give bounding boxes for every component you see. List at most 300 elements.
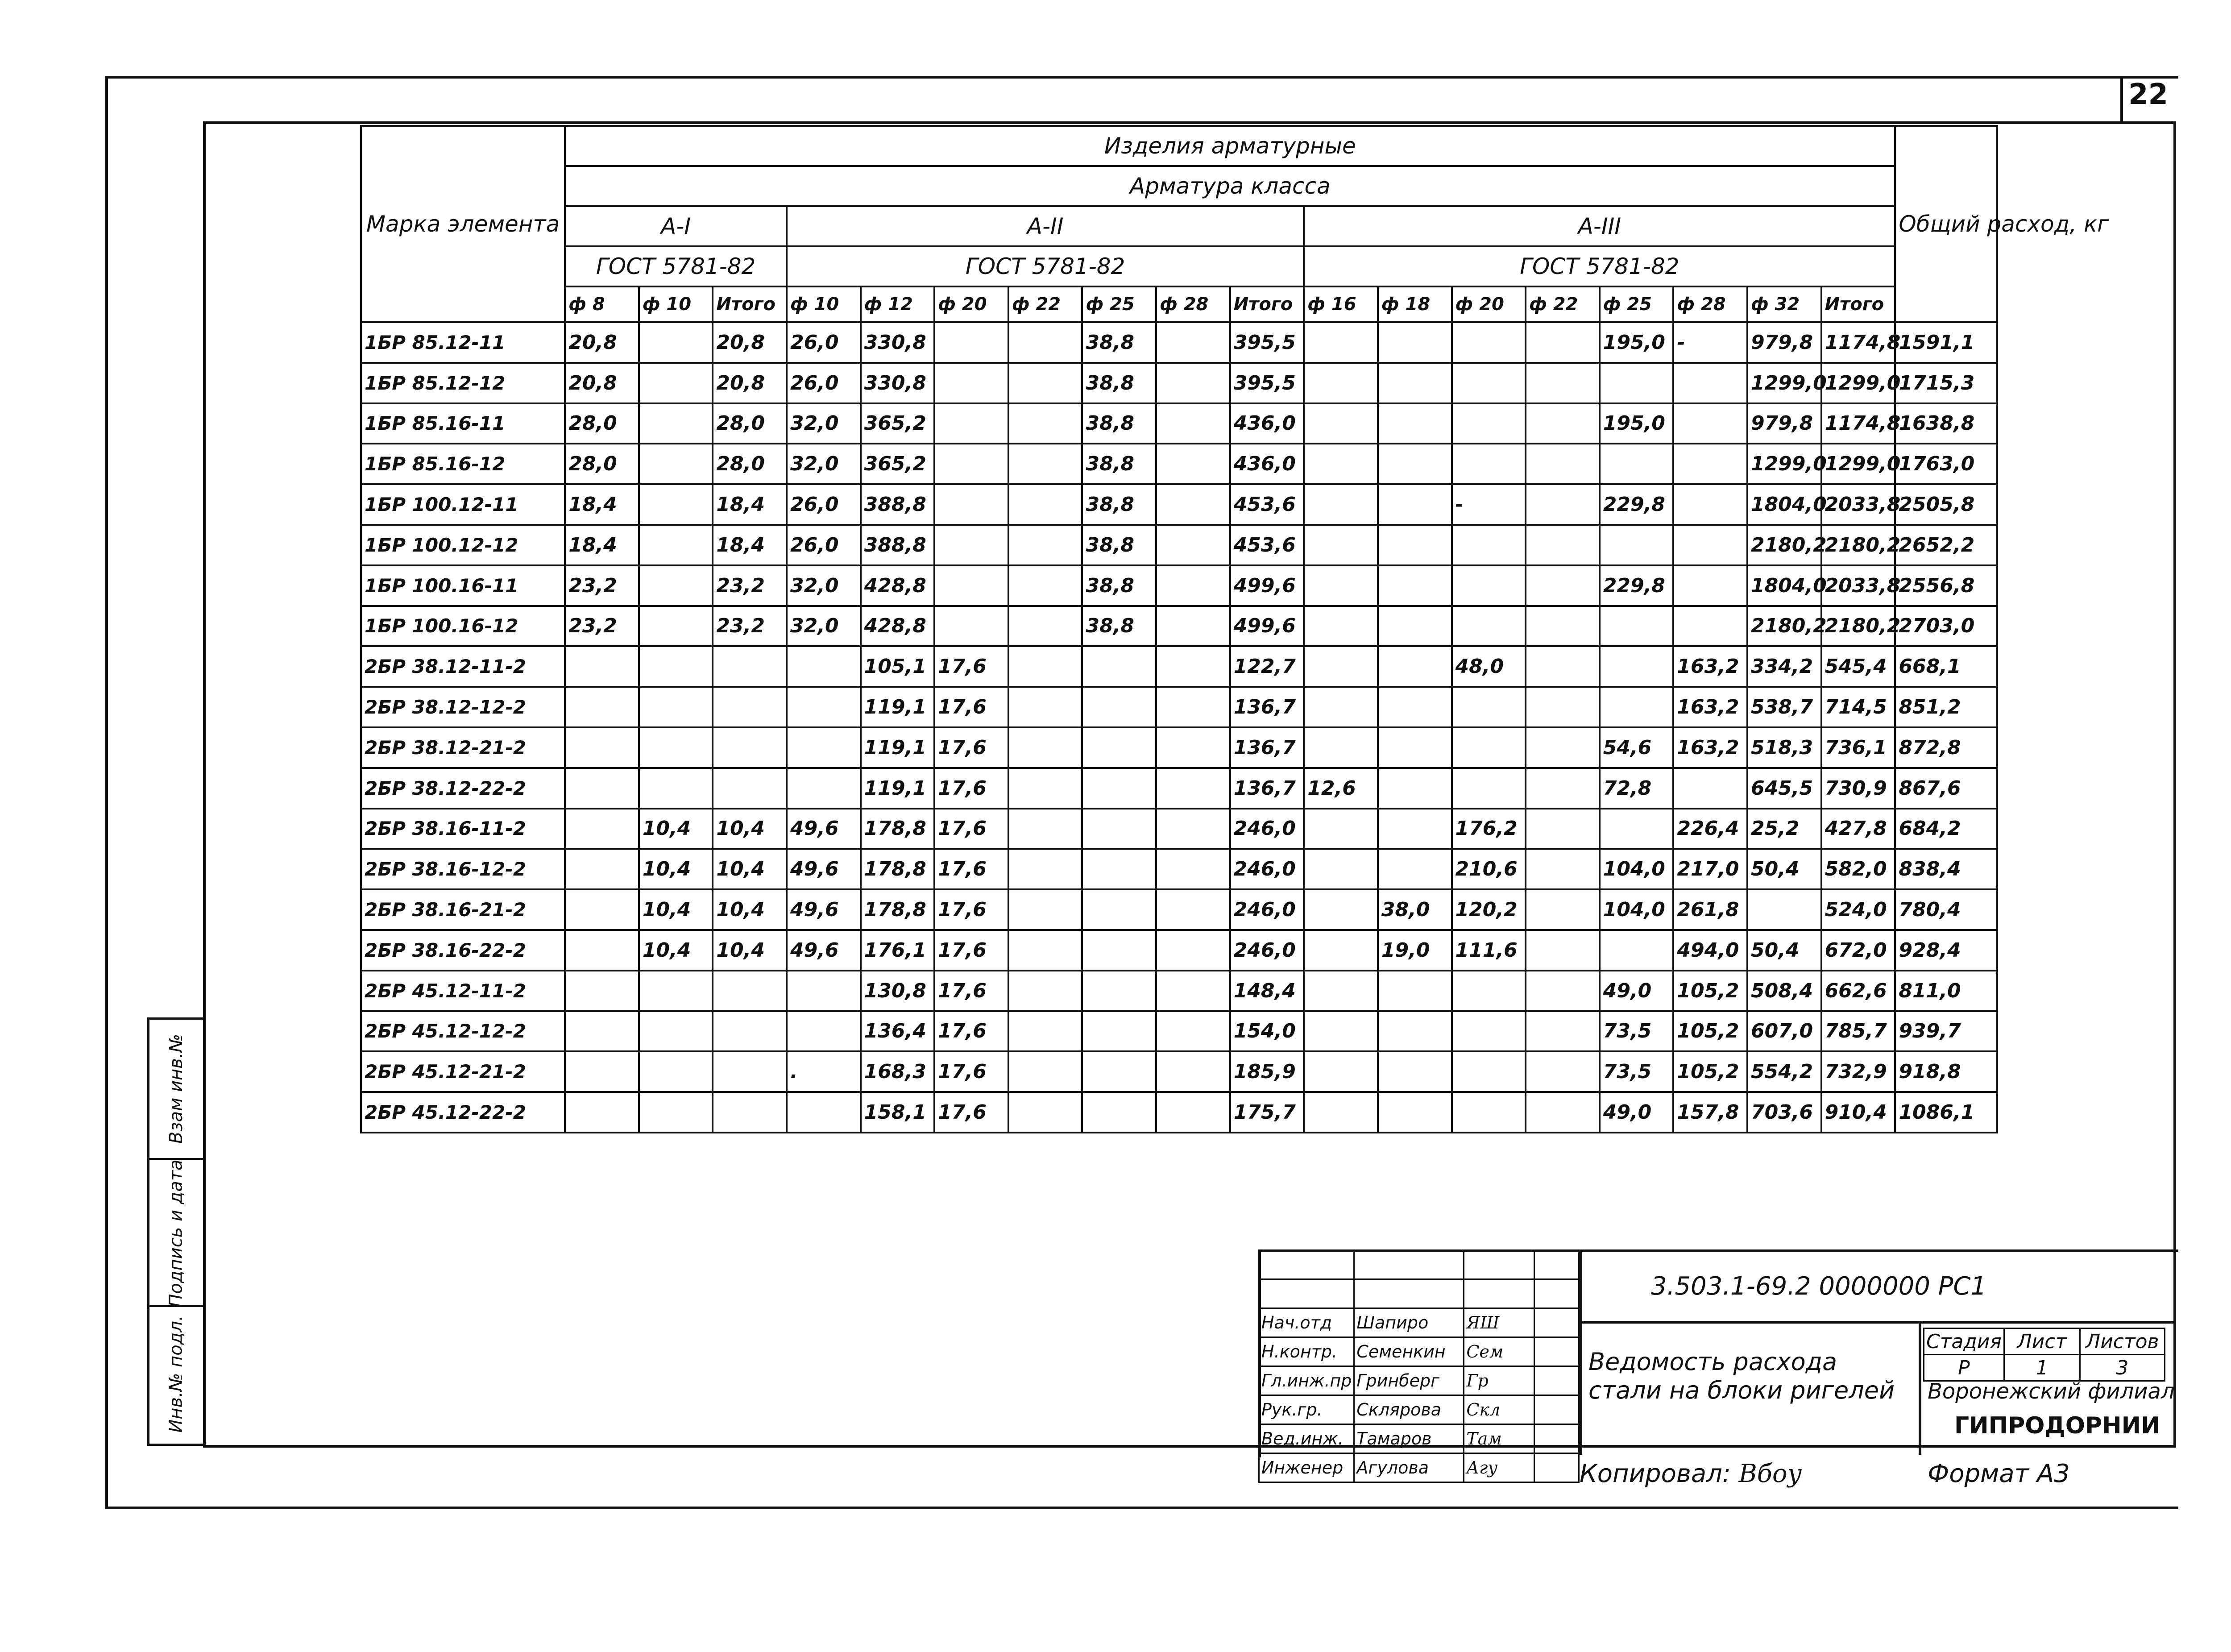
table-cell: 17,6 (934, 930, 1008, 971)
table-cell: 10,4 (713, 809, 787, 849)
table-cell (1452, 1051, 1526, 1092)
table-cell: 785,7 (1821, 1011, 1895, 1052)
table-cell (565, 809, 639, 849)
table-cell: 1299,0 (1747, 363, 1821, 403)
total-cell: 684,2 (1895, 809, 1997, 849)
table-cell: 50,4 (1747, 930, 1821, 971)
table-cell: 17,6 (934, 889, 1008, 930)
table-cell (1452, 525, 1526, 565)
table-cell: 17,6 (934, 768, 1008, 809)
table-cell: 499,6 (1230, 606, 1304, 647)
class-a2-header: А-II (787, 206, 1304, 246)
table-row (361, 687, 1997, 727)
table-cell (1156, 1011, 1230, 1052)
table-cell: 38,8 (1082, 403, 1156, 444)
table-cell (1378, 646, 1452, 687)
table-cell (934, 525, 1008, 565)
signatory-role: Гл.инж.пр (1259, 1366, 1354, 1395)
title-block-vline (1919, 1321, 1921, 1455)
table-cell (639, 646, 713, 687)
table-cell (1600, 646, 1674, 687)
table-cell (1600, 687, 1674, 727)
element-mark: 2БР 38.12-21-2 (361, 727, 565, 768)
table-cell: 163,2 (1673, 727, 1747, 768)
table-cell (1082, 1051, 1156, 1092)
table-cell (1378, 849, 1452, 889)
table-cell: 26,0 (787, 322, 861, 363)
table-cell: 105,1 (861, 646, 935, 687)
signature-blank-cell (1354, 1279, 1464, 1308)
signatory-date (1534, 1424, 1579, 1453)
table-cell: 2180,2 (1747, 606, 1821, 647)
table-cell (1008, 646, 1082, 687)
total-cell: 939,7 (1895, 1011, 1997, 1052)
table-cell (1156, 444, 1230, 484)
table-cell (1304, 525, 1378, 565)
table-cell: 19,0 (1378, 930, 1452, 971)
table-cell: 38,8 (1082, 606, 1156, 647)
element-mark: 1БР 85.16-12 (361, 444, 565, 484)
table-cell: 388,8 (861, 484, 935, 525)
table-row (361, 606, 1997, 647)
table-row (361, 1011, 1997, 1052)
table-cell (1304, 646, 1378, 687)
table-cell (1452, 687, 1526, 727)
table-cell: 17,6 (934, 646, 1008, 687)
table-cell: 20,8 (565, 322, 639, 363)
table-cell: 49,6 (787, 849, 861, 889)
table-cell: 365,2 (861, 444, 935, 484)
table-cell: 18,4 (713, 484, 787, 525)
format-label: Формат А3 (1928, 1459, 2070, 1488)
table-cell (1304, 484, 1378, 525)
table-cell: 195,0 (1600, 322, 1674, 363)
table-cell (713, 1092, 787, 1133)
diameter-header: Итого (1821, 286, 1895, 322)
element-mark: 2БР 38.12-11-2 (361, 646, 565, 687)
table-row (361, 1092, 1997, 1133)
table-cell: 17,6 (934, 1051, 1008, 1092)
element-mark: 2БР 45.12-21-2 (361, 1051, 565, 1092)
table-row (361, 322, 1997, 363)
table-cell: 1174,8 (1821, 403, 1895, 444)
signature-grid (1258, 1249, 1580, 1483)
table-cell (1008, 363, 1082, 403)
table-cell (1526, 727, 1600, 768)
signatory-date (1534, 1453, 1579, 1482)
table-cell (1008, 768, 1082, 809)
element-mark: 2БР 38.16-12-2 (361, 849, 565, 889)
table-cell (1526, 930, 1600, 971)
diameter-header: ф 28 (1156, 286, 1230, 322)
table-row (361, 930, 1997, 971)
table-cell: 17,6 (934, 809, 1008, 849)
table-cell (1378, 687, 1452, 727)
signatory-role: Вед.инж. (1259, 1424, 1354, 1453)
signatory-row (1259, 1424, 1579, 1453)
table-cell: 168,3 (861, 1051, 935, 1092)
signatory-signature: Скл (1464, 1395, 1534, 1424)
table-cell: 38,8 (1082, 322, 1156, 363)
table-cell: 119,1 (861, 768, 935, 809)
table-cell (713, 727, 787, 768)
diameter-header: ф 18 (1378, 286, 1452, 322)
table-cell: 10,4 (639, 809, 713, 849)
table-cell (1600, 363, 1674, 403)
table-cell: - (1673, 322, 1747, 363)
signature-blank-cell (1464, 1250, 1534, 1279)
element-mark: 2БР 45.12-11-2 (361, 971, 565, 1011)
table-cell (1526, 889, 1600, 930)
table-cell (1452, 1092, 1526, 1133)
table-cell: 2033,8 (1821, 484, 1895, 525)
table-cell: 178,8 (861, 809, 935, 849)
table-row (361, 403, 1997, 444)
table-cell (1156, 646, 1230, 687)
table-cell: 120,2 (1452, 889, 1526, 930)
table-cell (1008, 971, 1082, 1011)
gost-a2-header: ГОСТ 5781-82 (787, 246, 1304, 286)
table-cell (787, 727, 861, 768)
table-cell: 104,0 (1600, 889, 1674, 930)
table-cell (1526, 646, 1600, 687)
table-cell (1008, 687, 1082, 727)
stage-value: Р (1924, 1355, 2004, 1381)
element-mark: 2БР 38.12-12-2 (361, 687, 565, 727)
table-cell (1526, 768, 1600, 809)
table-cell: 17,6 (934, 1011, 1008, 1052)
table-cell (1156, 930, 1230, 971)
class-a1-header: А-I (565, 206, 787, 246)
table-cell (1526, 403, 1600, 444)
table-cell (639, 1051, 713, 1092)
total-cell: 1715,3 (1895, 363, 1997, 403)
table-cell (1673, 565, 1747, 606)
table-cell: 119,1 (861, 687, 935, 727)
table-cell (565, 1092, 639, 1133)
table-cell (1526, 525, 1600, 565)
title-block-divider (1580, 1249, 1582, 1455)
table-cell (1378, 606, 1452, 647)
table-cell (565, 930, 639, 971)
element-mark: 1БР 100.12-12 (361, 525, 565, 565)
table-cell (1082, 849, 1156, 889)
table-cell: 12,6 (1304, 768, 1378, 809)
table-cell (1082, 889, 1156, 930)
table-cell (713, 768, 787, 809)
signatory-role: Нач.отд (1259, 1308, 1354, 1337)
table-cell: 20,8 (565, 363, 639, 403)
table-cell: 28,0 (713, 444, 787, 484)
table-cell (934, 322, 1008, 363)
table-cell (1008, 1011, 1082, 1052)
table-cell (565, 687, 639, 727)
table-cell: 545,4 (1821, 646, 1895, 687)
table-cell (1082, 1092, 1156, 1133)
table-cell (565, 849, 639, 889)
table-cell: 176,2 (1452, 809, 1526, 849)
table-cell: 136,7 (1230, 727, 1304, 768)
table-cell (1304, 971, 1378, 1011)
table-cell (639, 1092, 713, 1133)
table-cell (565, 889, 639, 930)
table-cell (639, 727, 713, 768)
table-cell (1008, 322, 1082, 363)
table-cell: 1299,0 (1821, 444, 1895, 484)
table-cell (639, 363, 713, 403)
table-cell (639, 525, 713, 565)
table-cell: 178,8 (861, 849, 935, 889)
table-cell (787, 971, 861, 1011)
table-cell (1008, 809, 1082, 849)
table-cell (1156, 1092, 1230, 1133)
table-cell (565, 727, 639, 768)
side-approval-strip (147, 1017, 205, 1446)
table-cell (639, 484, 713, 525)
table-cell: . (787, 1051, 861, 1092)
steel-consumption-table (360, 125, 2109, 1133)
total-cell: 851,2 (1895, 687, 1997, 727)
table-cell (934, 484, 1008, 525)
table-cell: 246,0 (1230, 889, 1304, 930)
table-cell: 130,8 (861, 971, 935, 1011)
table-cell (1452, 727, 1526, 768)
diameter-header: ф 8 (565, 286, 639, 322)
diameter-header: ф 28 (1673, 286, 1747, 322)
table-cell: 32,0 (787, 565, 861, 606)
signatory-name: Шапиро (1354, 1308, 1464, 1337)
table-cell (713, 1011, 787, 1052)
table-cell: 17,6 (934, 971, 1008, 1011)
signatory-signature: Агу (1464, 1453, 1534, 1482)
table-cell (1452, 403, 1526, 444)
table-cell (1156, 1051, 1230, 1092)
table-cell (1673, 444, 1747, 484)
table-cell (1526, 971, 1600, 1011)
table-cell: 436,0 (1230, 444, 1304, 484)
table-cell (1378, 971, 1452, 1011)
table-cell: 49,6 (787, 930, 861, 971)
total-cell: 872,8 (1895, 727, 1997, 768)
table-cell (787, 1092, 861, 1133)
table-cell: 105,2 (1673, 1051, 1747, 1092)
table-cell: 20,8 (713, 322, 787, 363)
signatory-name: Гринберг (1354, 1366, 1464, 1395)
table-cell: 18,4 (713, 525, 787, 565)
table-cell (1304, 809, 1378, 849)
diameter-header: ф 22 (1008, 286, 1082, 322)
table-cell (713, 646, 787, 687)
table-cell: 23,2 (565, 606, 639, 647)
table-cell: 261,8 (1673, 889, 1747, 930)
signatory-date (1534, 1337, 1579, 1366)
table-cell: 2033,8 (1821, 565, 1895, 606)
table-row (361, 444, 1997, 484)
table-cell: 703,6 (1747, 1092, 1821, 1133)
table-cell: 23,2 (713, 606, 787, 647)
signatory-signature: ЯШ (1464, 1308, 1534, 1337)
signatory-role: Рук.гр. (1259, 1395, 1354, 1424)
element-mark: 2БР 45.12-12-2 (361, 1011, 565, 1052)
table-cell: 330,8 (861, 322, 935, 363)
table-cell (1008, 727, 1082, 768)
table-cell: 246,0 (1230, 930, 1304, 971)
table-cell (1378, 484, 1452, 525)
table-cell: 210,6 (1452, 849, 1526, 889)
table-cell: 49,6 (787, 809, 861, 849)
signatory-row (1259, 1366, 1579, 1395)
total-cell: 1591,1 (1895, 322, 1997, 363)
table-cell (1304, 322, 1378, 363)
diameter-header: ф 32 (1747, 286, 1821, 322)
table-cell: 119,1 (861, 727, 935, 768)
table-cell (1008, 484, 1082, 525)
table-cell (1156, 363, 1230, 403)
table-cell (1673, 484, 1747, 525)
side-cell-signature-date: Подпись и дата (149, 1158, 203, 1307)
table-cell (1526, 444, 1600, 484)
table-cell: 49,6 (787, 889, 861, 930)
gost-a1-header: ГОСТ 5781-82 (565, 246, 787, 286)
diameter-header: ф 12 (861, 286, 935, 322)
table-cell: 2180,2 (1821, 525, 1895, 565)
table-cell (1526, 1051, 1600, 1092)
table-cell: 979,8 (1747, 403, 1821, 444)
table-cell (1304, 363, 1378, 403)
table-cell: 163,2 (1673, 646, 1747, 687)
diameter-header: ф 22 (1526, 286, 1600, 322)
table-cell: 17,6 (934, 727, 1008, 768)
organization-name: Воронежский филиал (1928, 1379, 2175, 1404)
table-cell (1156, 849, 1230, 889)
table-cell: 136,7 (1230, 768, 1304, 809)
total-cell: 2556,8 (1895, 565, 1997, 606)
table-cell (1526, 1011, 1600, 1052)
table-cell (1526, 809, 1600, 849)
diameter-header: Итого (713, 286, 787, 322)
table-cell: 50,4 (1747, 849, 1821, 889)
total-column-header: Общий расход, кг (1895, 126, 1997, 322)
table-cell (1526, 565, 1600, 606)
table-cell (787, 687, 861, 727)
table-cell (1304, 606, 1378, 647)
table-cell: 246,0 (1230, 849, 1304, 889)
table-cell (1304, 565, 1378, 606)
table-cell: 436,0 (1230, 403, 1304, 444)
table-cell: 32,0 (787, 606, 861, 647)
table-cell: 662,6 (1821, 971, 1895, 1011)
copied-by-signature: Вбоу (1738, 1459, 1802, 1488)
table-cell (1378, 768, 1452, 809)
stage-header: Стадия (1924, 1328, 2004, 1355)
table-cell (1378, 1011, 1452, 1052)
table-cell (934, 565, 1008, 606)
total-cell: 1763,0 (1895, 444, 1997, 484)
table-cell: 10,4 (639, 930, 713, 971)
table-cell: 28,0 (565, 444, 639, 484)
signatory-row (1259, 1395, 1579, 1424)
table-cell (1673, 403, 1747, 444)
sheet-number: 22 (2128, 78, 2169, 111)
table-cell (1008, 444, 1082, 484)
table-cell: 979,8 (1747, 322, 1821, 363)
table-cell: 1804,0 (1747, 484, 1821, 525)
table-cell (1600, 930, 1674, 971)
table-cell (1673, 768, 1747, 809)
table-cell (1452, 971, 1526, 1011)
table-cell: 26,0 (787, 525, 861, 565)
table-cell (1304, 444, 1378, 484)
table-cell: 1299,0 (1821, 363, 1895, 403)
table-cell (1526, 849, 1600, 889)
table-row (361, 849, 1997, 889)
table-cell (1452, 363, 1526, 403)
table-row (361, 1051, 1997, 1092)
signatory-row (1259, 1308, 1579, 1337)
table-cell (1156, 727, 1230, 768)
diameter-header: ф 20 (1452, 286, 1526, 322)
table-cell (1156, 565, 1230, 606)
table-cell: 122,7 (1230, 646, 1304, 687)
table-cell: 72,8 (1600, 768, 1674, 809)
table-cell: 136,7 (1230, 687, 1304, 727)
document-title: Ведомость расхода стали на блоки ригелей (1588, 1348, 1895, 1404)
table-cell (1082, 809, 1156, 849)
table-cell: 672,0 (1821, 930, 1895, 971)
element-mark: 2БР 45.12-22-2 (361, 1092, 565, 1133)
sheets-value: 3 (2080, 1355, 2165, 1381)
sheet-value: 1 (2004, 1355, 2080, 1381)
table-cell (1378, 727, 1452, 768)
table-cell: 395,5 (1230, 363, 1304, 403)
table-cell (1304, 1051, 1378, 1092)
total-cell: 668,1 (1895, 646, 1997, 687)
sheet-number-separator (2120, 76, 2123, 123)
table-cell (1008, 525, 1082, 565)
table-cell: 38,8 (1082, 444, 1156, 484)
table-cell: 330,8 (861, 363, 935, 403)
table-cell (1452, 565, 1526, 606)
element-mark: 2БР 38.16-21-2 (361, 889, 565, 930)
signature-blank-cell (1464, 1279, 1534, 1308)
table-cell (1378, 565, 1452, 606)
signatory-date (1534, 1395, 1579, 1424)
table-cell (713, 1051, 787, 1092)
table-cell (1082, 727, 1156, 768)
table-cell (934, 363, 1008, 403)
table-cell (1378, 1092, 1452, 1133)
table-cell: 28,0 (565, 403, 639, 444)
table-cell (1600, 525, 1674, 565)
table-cell: 23,2 (565, 565, 639, 606)
total-cell: 1638,8 (1895, 403, 1997, 444)
table-cell (1082, 930, 1156, 971)
table-cell (1673, 363, 1747, 403)
signature-blank-cell (1534, 1279, 1579, 1308)
table-cell (639, 322, 713, 363)
table-cell: 736,1 (1821, 727, 1895, 768)
table-row (361, 565, 1997, 606)
table-cell (1747, 889, 1821, 930)
table-cell (1378, 363, 1452, 403)
table-cell: 910,4 (1821, 1092, 1895, 1133)
table-cell (639, 1011, 713, 1052)
table-cell (1304, 930, 1378, 971)
signature-blank-cell (1259, 1279, 1354, 1308)
table-cell: 17,6 (934, 687, 1008, 727)
table-cell (1600, 606, 1674, 647)
table-cell: 26,0 (787, 484, 861, 525)
